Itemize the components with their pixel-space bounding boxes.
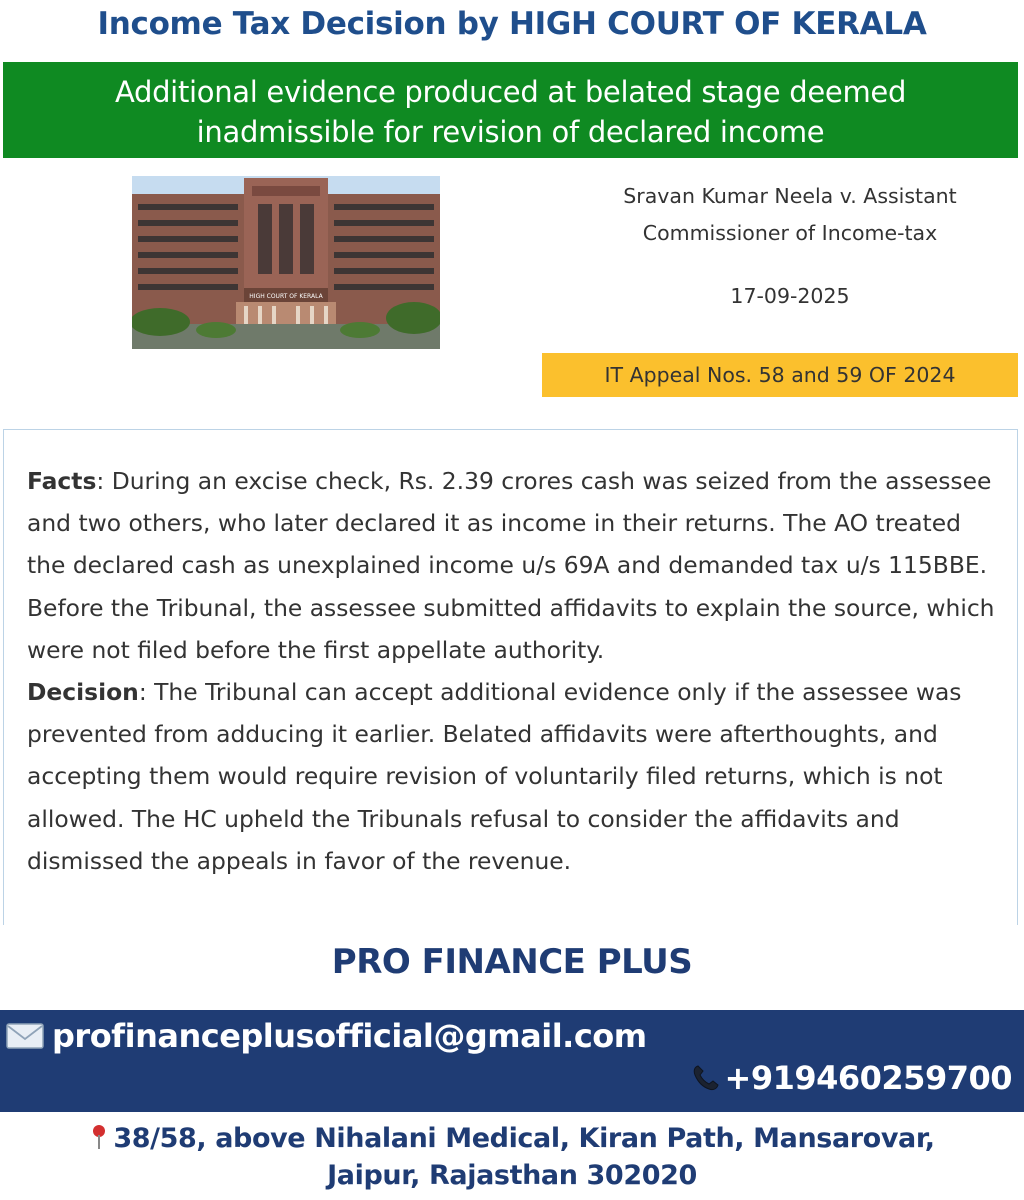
- address-line-1-text: 38/58, above Nihalani Medical, Kiran Path, Mansarovar,: [113, 1123, 935, 1154]
- high-court-building-photo: [132, 176, 440, 349]
- decision-paragraph: [27, 671, 997, 882]
- decision-date: 17-09-2025: [730, 284, 850, 308]
- case-title: [560, 178, 1020, 252]
- facts-label: Facts: [27, 467, 97, 495]
- facts-text: : During an excise check, Rs. 2.39 crores cash was seized from the assessee and two others, who later declared it as income in their returns. The AO treated the declared cash as unexplained income u/s 69A and demanded tax u/s 115BBE. Before the Tribunal, the assessee submitted affidavits to explain the source, which were not filed before the first appellate authority.: [27, 467, 995, 664]
- decision-label: Decision: [27, 678, 139, 707]
- phone-icon: [691, 1063, 721, 1093]
- headline-banner: [3, 62, 1018, 158]
- address-line-2: Jaipur, Rajasthan 302020: [327, 1160, 697, 1191]
- email-envelope-icon: [6, 1022, 44, 1050]
- page-title: Income Tax Decision by HIGH COURT OF KERALA: [97, 6, 927, 42]
- office-address: [0, 1120, 1024, 1194]
- case-title-line-2: Commissioner of Income-tax: [642, 221, 938, 245]
- location-pin-icon: [89, 1123, 109, 1151]
- building-sign-text: HIGH COURT OF KERALA: [249, 293, 323, 300]
- brand-name: PRO FINANCE PLUS: [0, 925, 1024, 1010]
- address-line-1: [0, 1120, 1024, 1157]
- facts-paragraph: [27, 460, 997, 671]
- headline-line-2: inadmissible for revision of declared income: [196, 115, 825, 149]
- phone-contact[interactable]: [691, 1058, 1013, 1098]
- case-summary-box: [3, 429, 1018, 925]
- appeal-number-badge: IT Appeal Nos. 58 and 59 OF 2024: [542, 353, 1018, 397]
- decision-text: : The Tribunal can accept additional evidence only if the assessee was prevented from adducing it earlier. Belated affidavits were afterthoughts, and accepting them would require revision of voluntarily filed returns, which is not allowed. The HC upheld the Tribunals refusal to consider the affidavits and dismissed the appeals in favor of the revenue.: [27, 678, 962, 875]
- email-contact[interactable]: [6, 1016, 647, 1056]
- email-address[interactable]: profinanceplusofficial@gmail.com: [52, 1017, 647, 1055]
- headline-line-1: Additional evidence produced at belated stage deemed: [114, 75, 907, 109]
- case-title-line-1: Sravan Kumar Neela v. Assistant: [623, 184, 957, 208]
- phone-number[interactable]: +919460259700: [724, 1059, 1012, 1097]
